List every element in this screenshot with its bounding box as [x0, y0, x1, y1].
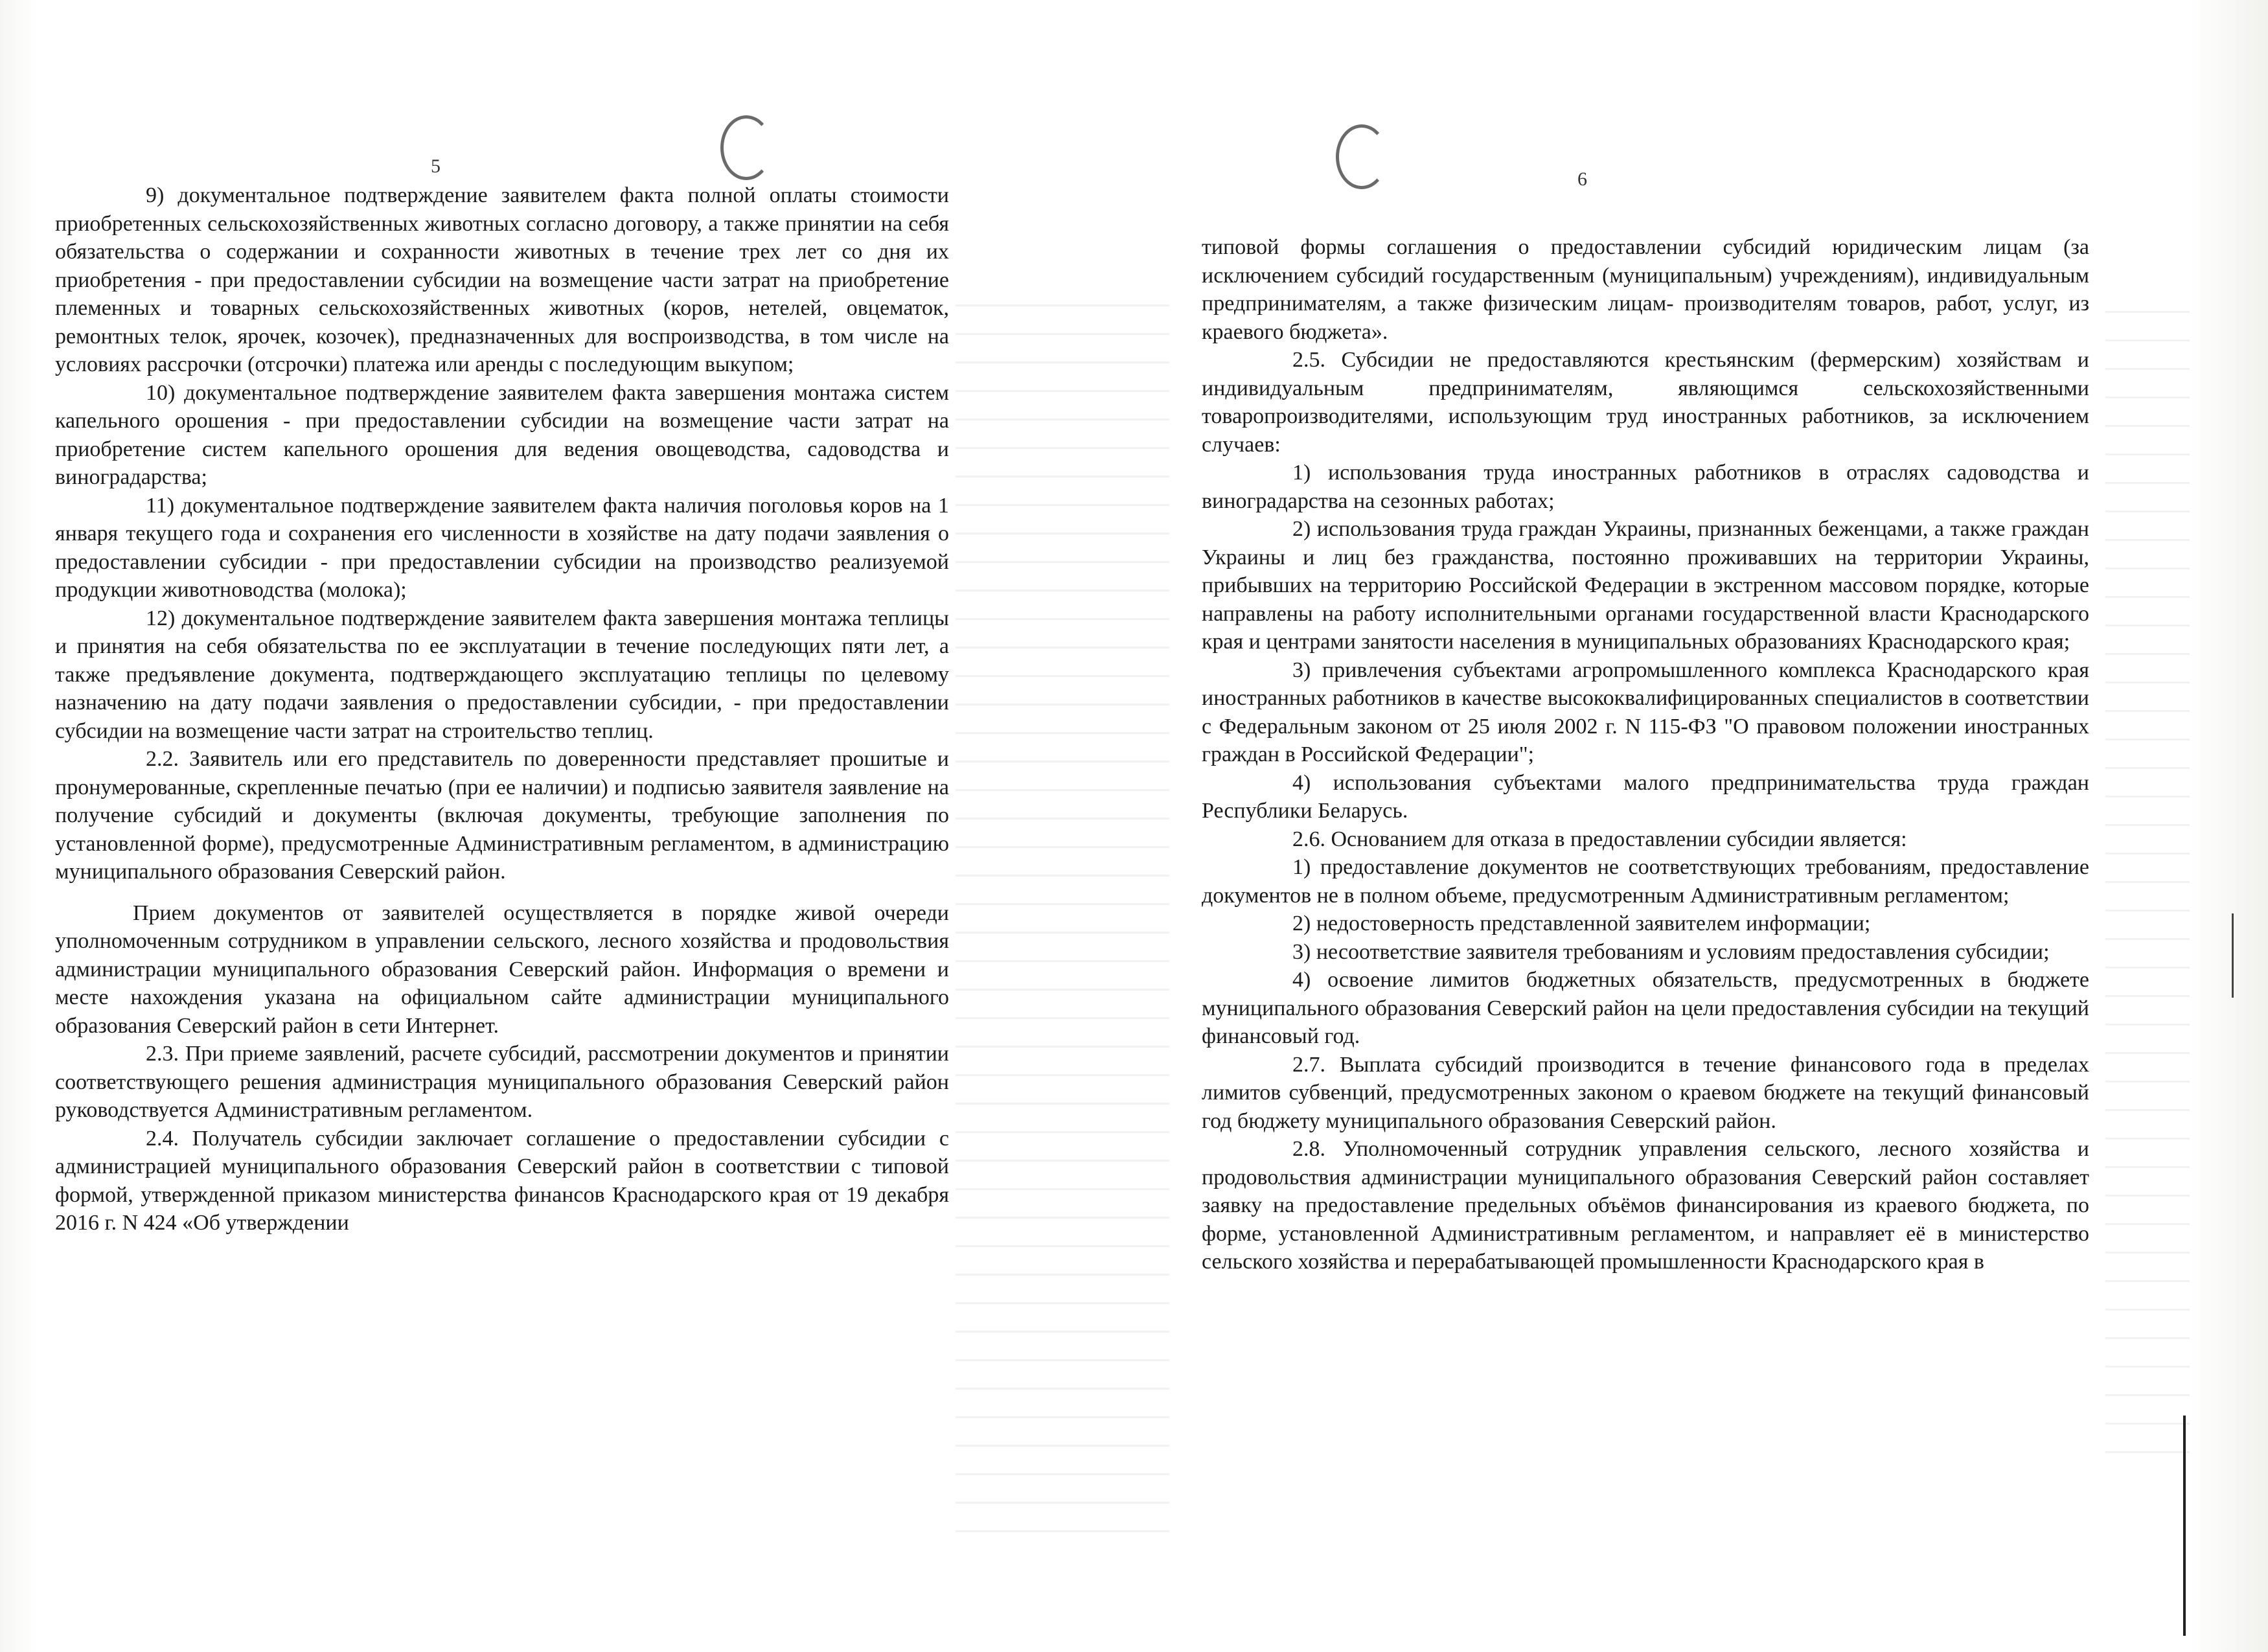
paragraph: 1) использования труда иностранных работников в отраслях садоводства и виноградарства на сезонных работах;	[1202, 461, 2089, 513]
paragraph: 4) освоение лимитов бюджетных обязательств, предусмотренных в бюджете муниципального образования Северский район на цели предоставления субсидии на текущий финансовый год.	[1202, 968, 2089, 1048]
paragraph: 2.3. При приеме заявлений, расчете субсидий, рассмотрении документов и принятии соответствующего решения администрация муниципального образования Северский район руководствуется Административным регламентом.	[55, 1042, 949, 1122]
paragraph-gap	[55, 886, 949, 899]
paragraph: 11) документальное подтверждение заявителем факта наличия поголовья коров на 1 января текущего года и сохранения его численности в хозяйстве на дату подачи заявления о предоставлении субсидии - при предоставлении субсидии на производство реализуемой продукции животноводства (молока);	[55, 493, 949, 602]
paragraph: 2.5. Субсидии не предоставляются крестьянским (фермерским) хозяйствам и индивидуальным предпринимателям, являющимся сельскохозяйственными товаропроизводителями, использующим труд иностранных работников, за исключением случаев:	[1202, 348, 2089, 457]
paragraph: 4) использования субъектами малого предпринимательства труда граждан Республики Беларусь.	[1202, 770, 2089, 823]
punch-hole-right	[1336, 124, 1388, 189]
paragraph: Прием документов от заявителей осуществляется в порядке живой очереди уполномоченным сотрудником в управлении сельского, лесного хозяйства и продовольствия администрации муниципального образования Северский район. Информация о времени и месте нахождения указана на официальном сайте администрации муниципального образования Северский район в сети Интернет.	[55, 901, 949, 1038]
paragraph: 2.2. Заявитель или его представитель по доверенности представляет прошитые и пронумерованные, скрепленные печатью (при ее наличии) и подписью заявителя заявление на получение субсидий и документы (включая документы, требующие заполнения по установленной форме), предусмотренные Административным регламентом, в администрацию муниципального образования Северский район.	[55, 747, 949, 884]
page-number: 6	[1577, 168, 1587, 190]
paragraph: типовой формы соглашения о предоставлении субсидий юридическим лицам (за исключением субсидий государственным (муниципальным) учреждениям), индивидуальным предпринимателям, а также физическим лицам- производителям товаров, работ, услуг, из краевого бюджета».	[1202, 235, 2089, 344]
paragraph: 2) недостоверность представленной заявителем информации;	[1292, 912, 1871, 935]
paragraph: 3) несоответствие заявителя требованиям и условиям предоставления субсидии;	[1292, 939, 2050, 964]
page-5	[55, 155, 949, 1237]
paragraph: 9) документальное подтверждение заявителем факта полной оплаты стоимости приобретенных сельскохозяйственных животных согласно договору, а также принятии на себя обязательства о содержании и сохранности животных в течение трех лет со дня их приобретения - при предоставлении субсидии на возмещение части затрат на приобретение племенных и товарных сельскохозяйственных животных (коров, нетелей, овцематок, ремонтных телок, ярочек, козочек), предназначенных для воспроизводства, в том числе на условиях рассрочки (отсрочки) платежа или аренды с последующим выкупом;	[55, 183, 949, 376]
page-number: 5	[431, 155, 441, 177]
margin-mark	[2232, 913, 2234, 998]
paragraph: 10) документальное подтверждение заявителем факта завершения монтажа систем капельного орошения - при предоставлении субсидии на возмещение части затрат на приобретение систем капельного орошения для ведения овощеводства, садоводства и виноградарства;	[55, 380, 949, 489]
paragraph: 3) привлечения субъектами агропромышленного комплекса Краснодарского края иностранных работников в качестве высококвалифицированных специалистов в соответствии с Федеральным законом от 25 июля 2002 г. N 115-ФЗ "О правовом положении иностранных граждан в Российской Федерации";	[1202, 658, 2089, 766]
punch-hole-left	[720, 115, 772, 180]
paragraph: 12) документальное подтверждение заявителем факта завершения монтажа теплицы и принятия на себя обязательства по ее эксплуатации в течение последующих пяти лет, а также предъявление документа, подтверждающего эксплуатацию теплицы по целевому назначению на дату подачи заявления о предоставлении субсидии, - при предоставлении субсидии на возмещение части затрат на строительство теплиц.	[55, 606, 949, 743]
paragraph: 2.6. Основанием для отказа в предоставлении субсидии является:	[1292, 827, 1907, 851]
show-through-right	[2105, 311, 2190, 1477]
margin-mark	[2183, 1416, 2186, 1636]
paragraph: 2.7. Выплата субсидий производится в течение финансового года в пределах лимитов субвенций, предусмотренных законом о краевом бюджете на текущий финансовый год бюджету муниципального образования Северский район.	[1202, 1052, 2089, 1133]
paragraph: 1) предоставление документов не соответствующих требованиям, предоставление документов не в полном объеме, предусмотренным Административным регламентом;	[1202, 855, 2089, 908]
paragraph: 2.8. Уполномоченный сотрудник управления сельского, лесного хозяйства и продовольствия администрации муниципального образования Северский район составляет заявку на предоставление предельных объёмов финансирования из краевого бюджета, по форме, установленной Административным регламентом, и направляет её в министерство сельского хозяйства и перерабатывающей промышленности Краснодарского края в	[1202, 1137, 2089, 1274]
paragraph: 2.4. Получатель субсидии заключает соглашение о предоставлении субсидии с администрацией муниципального образования Северский район в соответствии с типовой формой, утвержденной приказом министерства финансов Краснодарского края от 19 декабря 2016 г. N 424 «Об утверждении	[55, 1126, 949, 1235]
show-through-left	[956, 304, 1169, 1535]
page-6	[1202, 168, 2089, 1276]
paragraph: 2) использования труда граждан Украины, признанных беженцами, а также граждан Украины и лиц без гражданства, постоянно проживавших на территории Украины, прибывших на территорию Российской Федерации в экстренном массовом порядке, которые направлены на работу исполнительными органами государственной власти Краснодарского края и центрами занятости населения в муниципальных образованиях Краснодарского края;	[1202, 517, 2089, 654]
